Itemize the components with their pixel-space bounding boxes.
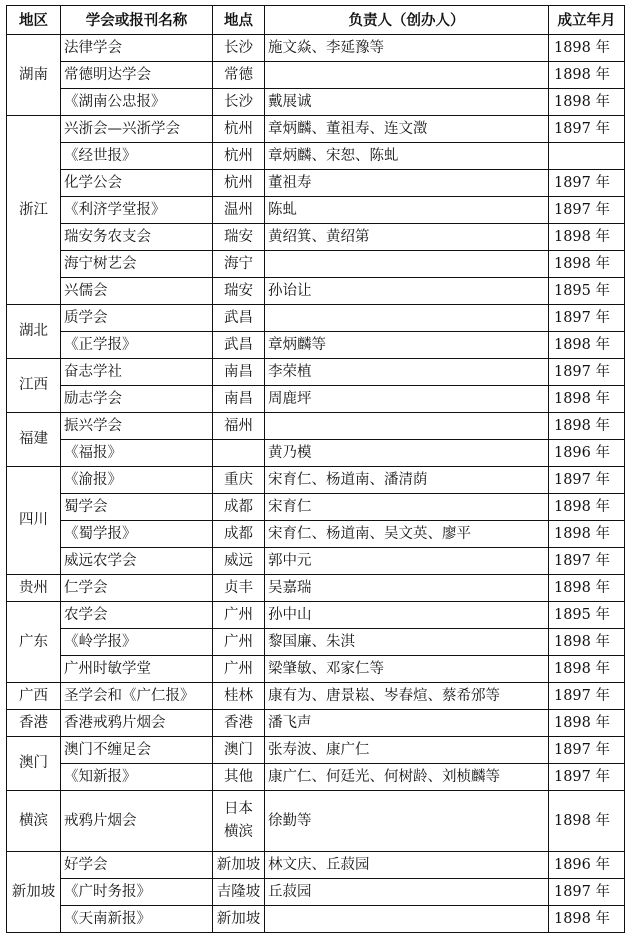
region-cell: 江西 bbox=[7, 359, 61, 413]
table-row bbox=[7, 332, 625, 359]
year-cell: 1897 年 bbox=[549, 737, 625, 764]
person-cell: 李荣植 bbox=[265, 359, 549, 386]
place-cell: 杭州 bbox=[213, 143, 265, 170]
person-cell: 章炳麟等 bbox=[265, 332, 549, 359]
place-cell: 瑞安 bbox=[213, 278, 265, 305]
person-cell: 郭中元 bbox=[265, 548, 549, 575]
place-cell: 杭州 bbox=[213, 116, 265, 143]
organizations-table bbox=[6, 5, 625, 933]
region-cell: 香港 bbox=[7, 710, 61, 737]
year-cell: 1895 年 bbox=[549, 278, 625, 305]
person-cell: 宋育仁、杨道南、吴文英、廖平 bbox=[265, 521, 549, 548]
place-cell: 成都 bbox=[213, 521, 265, 548]
name-cell: 蜀学会 bbox=[61, 494, 213, 521]
place-cell: 贞丰 bbox=[213, 575, 265, 602]
place-cell: 武昌 bbox=[213, 305, 265, 332]
table-row bbox=[7, 656, 625, 683]
table-row bbox=[7, 35, 625, 62]
year-cell: 1898 年 bbox=[549, 62, 625, 89]
person-cell: 梁肇敏、邓家仁等 bbox=[265, 656, 549, 683]
region-cell: 浙江 bbox=[7, 116, 61, 305]
region-cell: 广东 bbox=[7, 602, 61, 683]
place-cell: 桂林 bbox=[213, 683, 265, 710]
region-cell: 四川 bbox=[7, 467, 61, 575]
person-cell: 董祖寿 bbox=[265, 170, 549, 197]
place-cell: 广州 bbox=[213, 602, 265, 629]
person-cell: 黄乃模 bbox=[265, 440, 549, 467]
place-cell: 南昌 bbox=[213, 386, 265, 413]
person-cell: 戴展诚 bbox=[265, 89, 549, 116]
table-row bbox=[7, 575, 625, 602]
year-cell: 1898 年 bbox=[549, 575, 625, 602]
person-cell: 林文庆、丘菽园 bbox=[265, 852, 549, 879]
table-row bbox=[7, 197, 625, 224]
table-row bbox=[7, 906, 625, 933]
table-row bbox=[7, 852, 625, 879]
place-cell: 温州 bbox=[213, 197, 265, 224]
table-row bbox=[7, 278, 625, 305]
name-cell: 振兴学会 bbox=[61, 413, 213, 440]
place-cell: 威远 bbox=[213, 548, 265, 575]
place-cell: 瑞安 bbox=[213, 224, 265, 251]
place-cell: 新加坡 bbox=[213, 852, 265, 879]
person-cell: 黎国廉、朱淇 bbox=[265, 629, 549, 656]
year-cell: 1897 年 bbox=[549, 467, 625, 494]
year-cell: 1897 年 bbox=[549, 197, 625, 224]
table-row bbox=[7, 710, 625, 737]
year-cell: 1896 年 bbox=[549, 852, 625, 879]
name-cell: 圣学会和《广仁报》 bbox=[61, 683, 213, 710]
name-cell: 兴儒会 bbox=[61, 278, 213, 305]
table-row bbox=[7, 62, 625, 89]
person-cell: 孙诒让 bbox=[265, 278, 549, 305]
place-cell: 常德 bbox=[213, 62, 265, 89]
name-cell: 法律学会 bbox=[61, 35, 213, 62]
person-cell: 陈虬 bbox=[265, 197, 549, 224]
region-cell: 横滨 bbox=[7, 791, 61, 852]
table-row bbox=[7, 879, 625, 906]
table-row bbox=[7, 89, 625, 116]
name-cell: 《岭学报》 bbox=[61, 629, 213, 656]
year-cell: 1898 年 bbox=[549, 89, 625, 116]
person-cell: 徐勤等 bbox=[265, 791, 549, 852]
year-cell: 1898 年 bbox=[549, 494, 625, 521]
header-name: 学会或报刊名称 bbox=[61, 6, 213, 35]
year-cell: 1897 年 bbox=[549, 683, 625, 710]
place-cell: 杭州 bbox=[213, 170, 265, 197]
name-cell: 威远农学会 bbox=[61, 548, 213, 575]
year-cell: 1897 年 bbox=[549, 359, 625, 386]
year-cell: 1898 年 bbox=[549, 656, 625, 683]
year-cell: 1898 年 bbox=[549, 35, 625, 62]
name-cell: 励志学会 bbox=[61, 386, 213, 413]
person-cell: 康广仁、何廷光、何树龄、刘桢麟等 bbox=[265, 764, 549, 791]
year-cell: 1897 年 bbox=[549, 879, 625, 906]
header-place: 地点 bbox=[213, 6, 265, 35]
place-cell: 重庆 bbox=[213, 467, 265, 494]
person-cell: 章炳麟、董祖寿、连文澂 bbox=[265, 116, 549, 143]
region-cell: 湖南 bbox=[7, 35, 61, 116]
person-cell: 丘菽园 bbox=[265, 879, 549, 906]
year-cell: 1897 年 bbox=[549, 548, 625, 575]
name-cell: 瑞安务农支会 bbox=[61, 224, 213, 251]
region-cell: 广西 bbox=[7, 683, 61, 710]
place-cell: 海宁 bbox=[213, 251, 265, 278]
place-cell bbox=[213, 440, 265, 467]
person-cell bbox=[265, 62, 549, 89]
region-cell: 湖北 bbox=[7, 305, 61, 359]
header-person: 负责人（创办人） bbox=[265, 6, 549, 35]
name-cell: 《蜀学报》 bbox=[61, 521, 213, 548]
year-cell: 1898 年 bbox=[549, 386, 625, 413]
header-region: 地区 bbox=[7, 6, 61, 35]
year-cell: 1898 年 bbox=[549, 791, 625, 852]
name-cell: 奋志学社 bbox=[61, 359, 213, 386]
year-cell: 1898 年 bbox=[549, 629, 625, 656]
name-cell: 好学会 bbox=[61, 852, 213, 879]
table-row bbox=[7, 521, 625, 548]
table-row bbox=[7, 440, 625, 467]
name-cell: 兴浙会—兴浙学会 bbox=[61, 116, 213, 143]
place-line: 日本 bbox=[224, 801, 253, 817]
person-cell bbox=[265, 906, 549, 933]
table-row bbox=[7, 359, 625, 386]
table-row bbox=[7, 791, 625, 852]
header-row bbox=[7, 6, 625, 35]
place-cell: 吉隆坡 bbox=[213, 879, 265, 906]
table-row bbox=[7, 764, 625, 791]
header-year: 成立年月 bbox=[549, 6, 625, 35]
person-cell: 吴嘉瑞 bbox=[265, 575, 549, 602]
year-cell: 1895 年 bbox=[549, 602, 625, 629]
table-row bbox=[7, 467, 625, 494]
place-cell: 广州 bbox=[213, 656, 265, 683]
place-cell: 南昌 bbox=[213, 359, 265, 386]
place-cell: 其他 bbox=[213, 764, 265, 791]
place-cell: 广州 bbox=[213, 629, 265, 656]
year-cell: 1898 年 bbox=[549, 521, 625, 548]
year-cell: 1898 年 bbox=[549, 710, 625, 737]
table-row bbox=[7, 143, 625, 170]
place-cell: 长沙 bbox=[213, 35, 265, 62]
name-cell: 常德明达学会 bbox=[61, 62, 213, 89]
year-cell: 1897 年 bbox=[549, 764, 625, 791]
place-cell: 武昌 bbox=[213, 332, 265, 359]
year-cell: 1897 年 bbox=[549, 305, 625, 332]
year-cell: 1897 年 bbox=[549, 116, 625, 143]
place-cell: 长沙 bbox=[213, 89, 265, 116]
name-cell: 澳门不缠足会 bbox=[61, 737, 213, 764]
person-cell: 宋育仁、杨道南、潘清荫 bbox=[265, 467, 549, 494]
person-cell bbox=[265, 413, 549, 440]
year-cell: 1898 年 bbox=[549, 906, 625, 933]
table-row bbox=[7, 494, 625, 521]
place-cell: 福州 bbox=[213, 413, 265, 440]
name-cell: 农学会 bbox=[61, 602, 213, 629]
table-row bbox=[7, 548, 625, 575]
place-cell bbox=[213, 791, 265, 852]
name-cell: 仁学会 bbox=[61, 575, 213, 602]
name-cell: 质学会 bbox=[61, 305, 213, 332]
region-cell: 贵州 bbox=[7, 575, 61, 602]
year-cell: 1898 年 bbox=[549, 251, 625, 278]
name-cell: 《福报》 bbox=[61, 440, 213, 467]
person-cell bbox=[265, 305, 549, 332]
region-cell: 新加坡 bbox=[7, 852, 61, 933]
person-cell: 施文焱、李延豫等 bbox=[265, 35, 549, 62]
year-cell: 1898 年 bbox=[549, 224, 625, 251]
name-cell: 《湖南公忠报》 bbox=[61, 89, 213, 116]
region-cell: 澳门 bbox=[7, 737, 61, 791]
table-row bbox=[7, 170, 625, 197]
name-cell: 《知新报》 bbox=[61, 764, 213, 791]
year-cell: 1898 年 bbox=[549, 413, 625, 440]
table-body bbox=[7, 35, 625, 933]
table-row bbox=[7, 305, 625, 332]
name-cell: 《渝报》 bbox=[61, 467, 213, 494]
table-row bbox=[7, 386, 625, 413]
table-row bbox=[7, 737, 625, 764]
name-cell: 戒鸦片烟会 bbox=[61, 791, 213, 852]
person-cell bbox=[265, 251, 549, 278]
year-cell: 1898 年 bbox=[549, 332, 625, 359]
person-cell: 周鹿坪 bbox=[265, 386, 549, 413]
table-header bbox=[7, 6, 625, 35]
person-cell: 章炳麟、宋恕、陈虬 bbox=[265, 143, 549, 170]
name-cell: 海宁树艺会 bbox=[61, 251, 213, 278]
name-cell: 《天南新报》 bbox=[61, 906, 213, 933]
table-row bbox=[7, 251, 625, 278]
person-cell: 张寿波、康广仁 bbox=[265, 737, 549, 764]
name-cell: 《正学报》 bbox=[61, 332, 213, 359]
table-row bbox=[7, 602, 625, 629]
table-row bbox=[7, 413, 625, 440]
table-row bbox=[7, 629, 625, 656]
table-row bbox=[7, 683, 625, 710]
name-cell: 香港戒鸦片烟会 bbox=[61, 710, 213, 737]
name-cell: 《经世报》 bbox=[61, 143, 213, 170]
person-cell: 黄绍箕、黄绍第 bbox=[265, 224, 549, 251]
person-cell: 宋育仁 bbox=[265, 494, 549, 521]
person-cell: 康有为、唐景崧、岑春煊、蔡希邠等 bbox=[265, 683, 549, 710]
name-cell: 广州时敏学堂 bbox=[61, 656, 213, 683]
year-cell: 1896 年 bbox=[549, 440, 625, 467]
person-cell: 孙中山 bbox=[265, 602, 549, 629]
place-cell: 香港 bbox=[213, 710, 265, 737]
place-cell: 新加坡 bbox=[213, 906, 265, 933]
year-cell: 1897 年 bbox=[549, 170, 625, 197]
year-cell bbox=[549, 143, 625, 170]
region-cell: 福建 bbox=[7, 413, 61, 467]
place-cell: 澳门 bbox=[213, 737, 265, 764]
place-line: 横滨 bbox=[224, 824, 253, 840]
table-row bbox=[7, 116, 625, 143]
name-cell: 《广时务报》 bbox=[61, 879, 213, 906]
place-cell: 成都 bbox=[213, 494, 265, 521]
person-cell: 潘飞声 bbox=[265, 710, 549, 737]
name-cell: 化学公会 bbox=[61, 170, 213, 197]
table-row bbox=[7, 224, 625, 251]
name-cell: 《利济学堂报》 bbox=[61, 197, 213, 224]
